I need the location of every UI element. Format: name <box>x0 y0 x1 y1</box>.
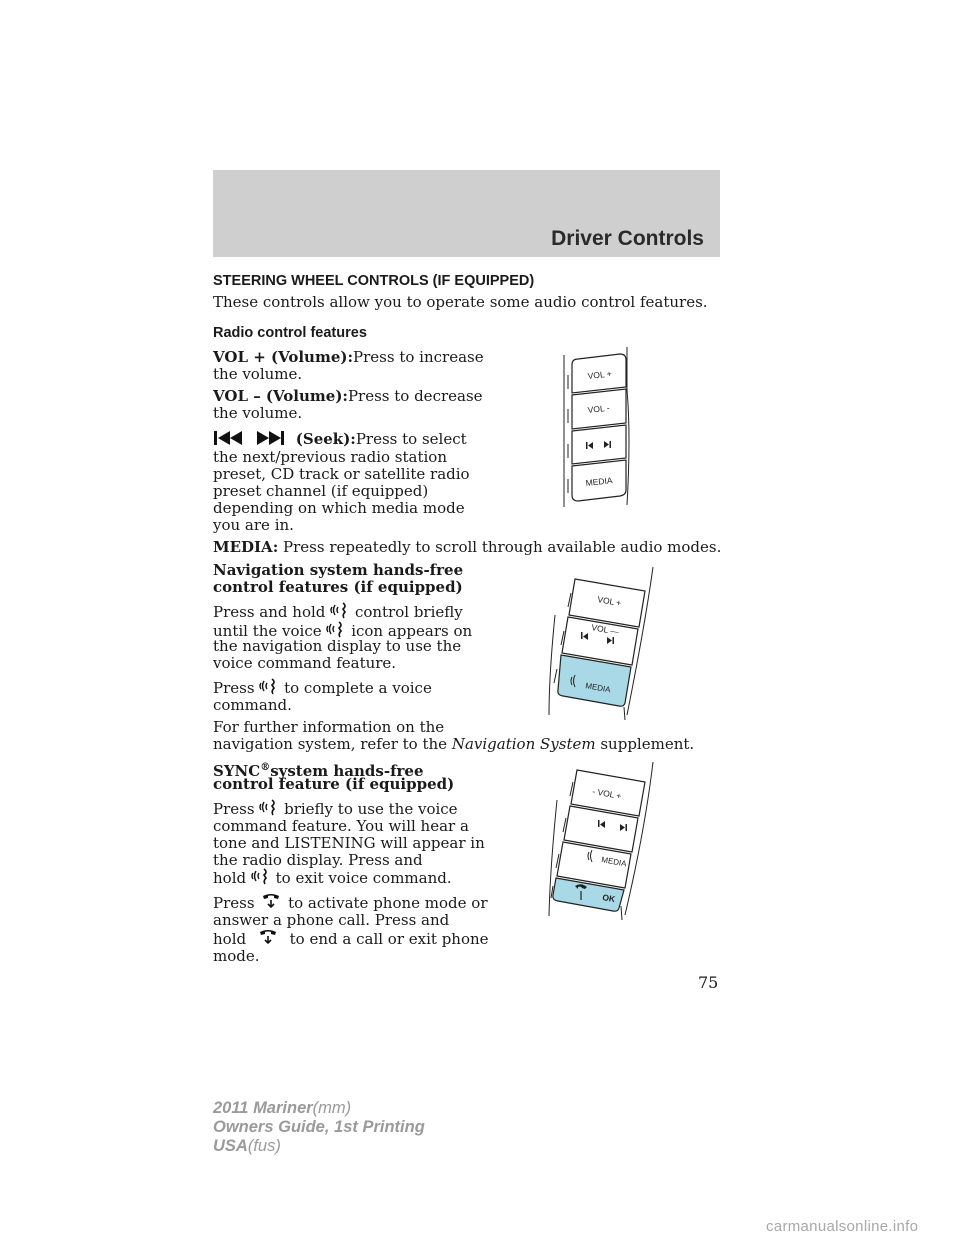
watermark: carmanualsonline.info <box>766 1218 919 1235</box>
section-title: STEERING WHEEL CONTROLS (IF EQUIPPED) <box>213 273 535 289</box>
sync-p1-line1 <box>213 799 458 818</box>
illus-nav-vol-minus-label: VOL — <box>590 622 620 637</box>
seek-term: (Seek): <box>295 430 356 448</box>
nav-p3-line2 <box>213 736 694 753</box>
seek-desc-2: the next/previous radio station <box>213 448 447 466</box>
nav-p2-a: Press <box>213 679 255 697</box>
section-header-title: Driver Controls <box>551 227 704 250</box>
illus-sync-ok-label: OK <box>601 892 616 905</box>
sync-p1-g: to exit voice command. <box>275 869 452 887</box>
sync-p2-e: to end a call or exit phone <box>289 930 489 948</box>
voice-icon <box>259 678 279 695</box>
sync-p1-line5 <box>213 868 452 887</box>
illus-sync-media-label: MEDIA <box>600 855 628 869</box>
sync-p2-d: hold <box>213 930 247 948</box>
footer-market: USA <box>213 1137 248 1155</box>
media-item <box>213 539 721 556</box>
sync-title-b: system hands-free <box>270 762 424 780</box>
nav-p1-c: until the voice <box>213 622 322 640</box>
footer-line-1 <box>213 1099 351 1118</box>
radio-controls-illustration <box>548 345 638 510</box>
vol-plus-desc-cont: the volume. <box>213 365 303 383</box>
seek-desc: Press to select <box>355 430 467 448</box>
nav-p2-b: to complete a voice <box>284 679 432 697</box>
voice-icon <box>251 868 271 885</box>
vol-minus-term: VOL – (Volume): <box>213 387 348 405</box>
footer-market-code: (fus) <box>247 1137 281 1155</box>
footer-model-code: (mm) <box>312 1099 352 1117</box>
sync-p1-f: hold <box>213 869 247 887</box>
seek-desc-4: preset channel (if equipped) <box>213 482 429 500</box>
page-number: 75 <box>698 973 719 992</box>
sync-p1-line2: command feature. You will hear a <box>213 817 469 835</box>
seek-desc-6: you are in. <box>213 516 294 534</box>
registered-mark: ® <box>260 762 271 773</box>
illus-sync-vol-label: - VOL + <box>591 786 623 802</box>
nav-p1-line1 <box>213 602 463 621</box>
nav-p2-line1 <box>213 678 432 697</box>
phone-icon <box>251 929 285 946</box>
seek-desc-3: preset, CD track or satellite radio <box>213 465 470 483</box>
sync-p1-b: briefly to use the voice <box>284 800 458 818</box>
sync-p1-line4: the radio display. Press and <box>213 851 423 869</box>
nav-p1-line4: voice command feature. <box>213 654 397 672</box>
nav-system-reference: Navigation System <box>451 735 596 753</box>
vol-plus-item <box>213 349 484 366</box>
illus-nav-media-label: MEDIA <box>584 681 612 695</box>
nav-p3-line1: For further information on the <box>213 718 445 736</box>
nav-p1-line3: the navigation display to use the <box>213 637 462 655</box>
voice-icon <box>326 621 346 638</box>
nav-title-2: control features (if equipped) <box>213 578 463 596</box>
seek-item <box>213 430 467 448</box>
media-desc: Press repeatedly to scroll through available audio modes. <box>283 538 722 556</box>
vol-minus-item <box>213 388 483 405</box>
vol-minus-desc-cont: the volume. <box>213 404 303 422</box>
illus-vol-plus-label: VOL + <box>587 368 613 381</box>
sync-p2-a: Press <box>213 894 255 912</box>
media-term: MEDIA: <box>213 538 279 556</box>
footer-model: 2011 Mariner <box>213 1099 313 1117</box>
header-band <box>213 170 720 257</box>
nav-p3-b: navigation system, refer to the <box>213 735 448 753</box>
sync-p2-line1 <box>213 893 488 912</box>
phone-icon <box>259 893 283 910</box>
nav-controls-illustration <box>545 565 660 720</box>
sync-p1-line3: tone and LISTENING will appear in <box>213 834 485 852</box>
sync-p1-a: Press <box>213 800 255 818</box>
seek-desc-5: depending on which media mode <box>213 499 465 517</box>
illus-nav-vol-plus-label: VOL + <box>596 594 623 609</box>
sync-p2-b: to activate phone mode or <box>288 894 488 912</box>
sync-p2-line3 <box>213 929 489 948</box>
radio-title: Radio control features <box>213 325 367 341</box>
nav-title-1: Navigation system hands-free <box>213 561 464 579</box>
vol-plus-term: VOL + (Volume): <box>213 348 354 366</box>
footer-line-3 <box>213 1137 281 1156</box>
nav-p3-c: supplement. <box>600 735 695 753</box>
vol-minus-desc: Press to decrease <box>347 387 483 405</box>
nav-p2-line2: command. <box>213 696 292 714</box>
sync-p2-line2: answer a phone call. Press and <box>213 911 450 929</box>
sync-title-a: SYNC <box>213 762 261 780</box>
voice-icon <box>259 799 279 816</box>
nav-p1-d: icon appears on <box>351 622 473 640</box>
nav-p1-b: control briefly <box>354 603 463 621</box>
voice-icon <box>330 602 350 619</box>
vol-plus-desc: Press to increase <box>353 348 484 366</box>
illus-vol-minus-label: VOL - <box>587 402 610 415</box>
footer-line-2: Owners Guide, 1st Printing <box>213 1118 425 1136</box>
section-intro: These controls allow you to operate some audio control features. <box>213 293 708 311</box>
nav-p1-a: Press and hold <box>213 603 326 621</box>
sync-title-2: control feature (if equipped) <box>213 775 455 793</box>
sync-controls-illustration <box>545 760 660 920</box>
sync-p2-line4: mode. <box>213 947 260 965</box>
illus-media-label: MEDIA <box>585 475 613 488</box>
seek-previous-next-icon <box>213 430 291 446</box>
